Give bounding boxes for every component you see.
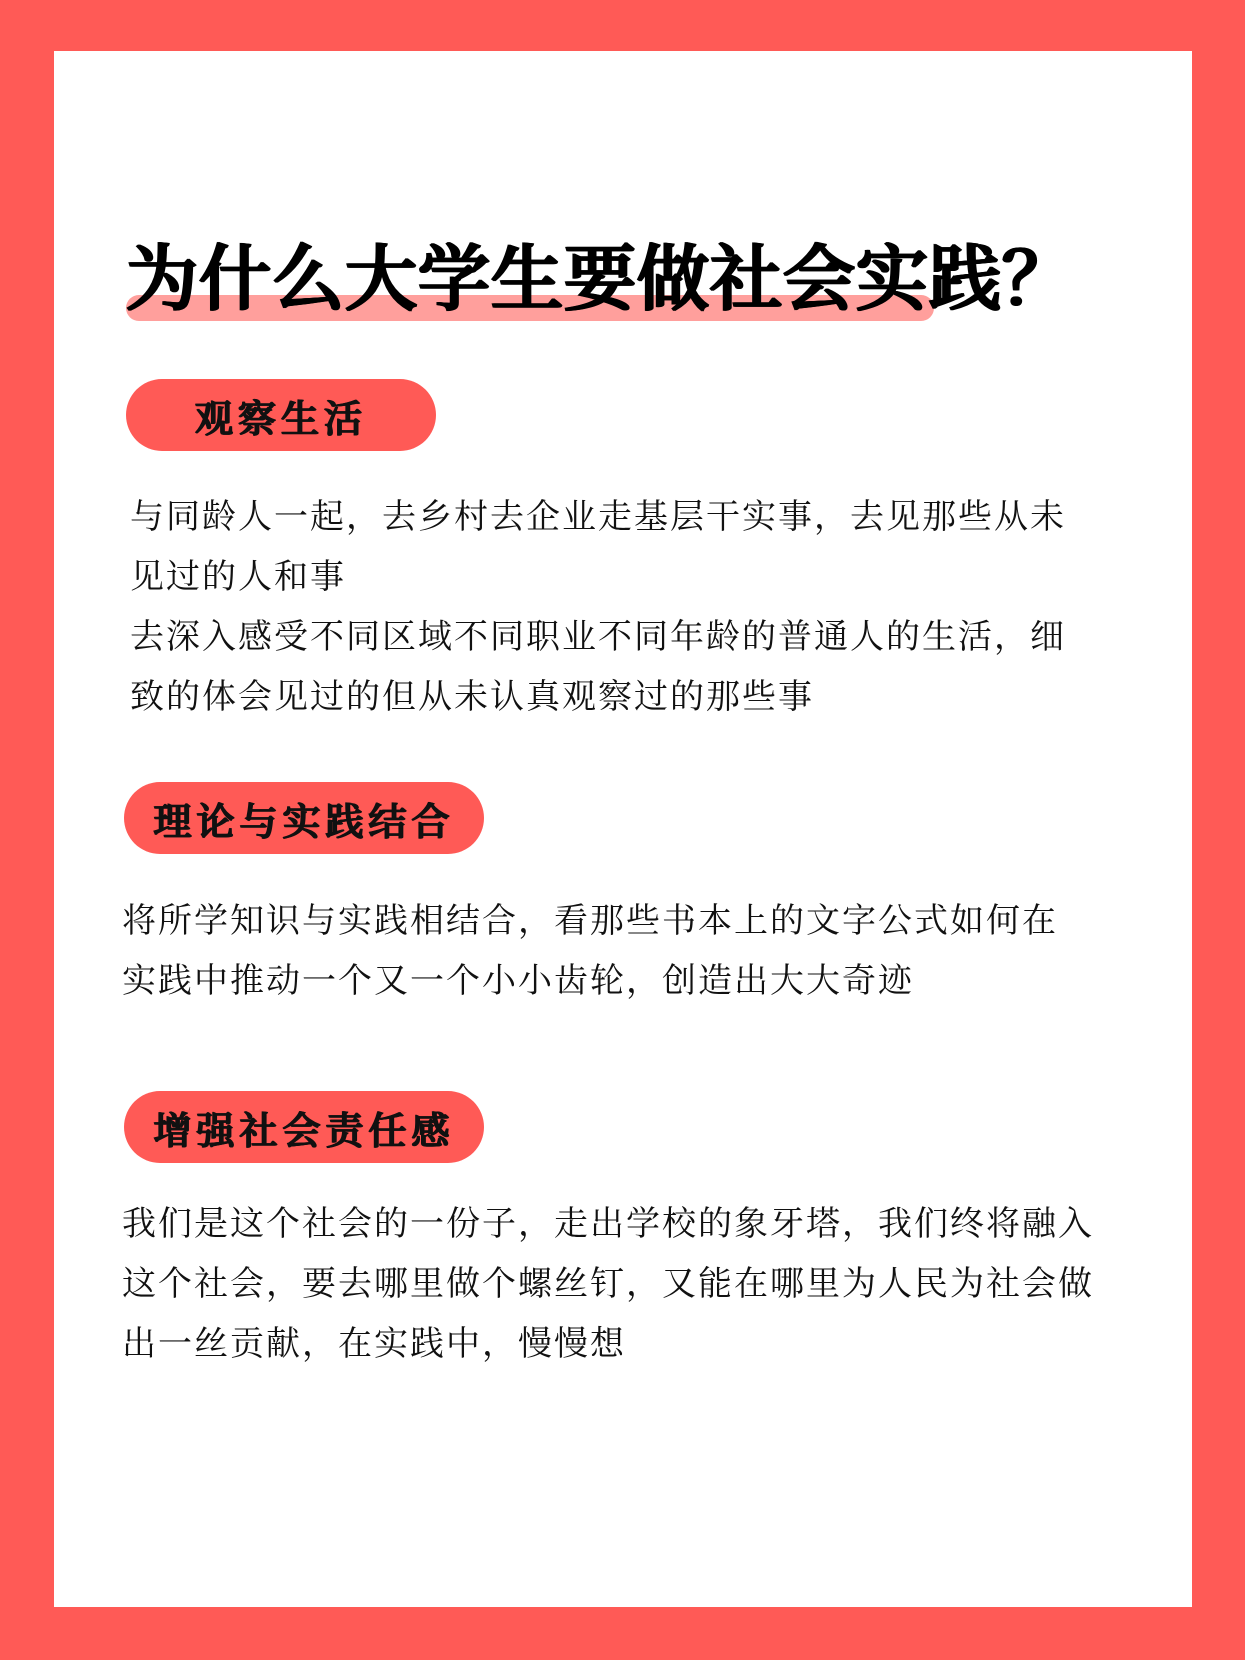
title-block — [126, 197, 1136, 337]
section-body-theory-practice — [122, 891, 1058, 1011]
body-line: 出一丝贡献，在实践中，慢慢想 — [122, 1324, 626, 1364]
section-body-observe-life — [130, 487, 1066, 727]
page-title: 为什么大学生要做社会实践？ — [126, 237, 1076, 321]
section-heading-observe-life — [126, 379, 436, 451]
body-line: 这个社会，要去哪里做个螺丝钉，又能在哪里为人民为社会做 — [122, 1264, 1094, 1304]
body-line: 我们是这个社会的一份子，走出学校的象牙塔，我们终将融入 — [122, 1204, 1094, 1244]
section-heading-theory-practice — [124, 782, 484, 854]
body-line: 实践中推动一个又一个小小齿轮，创造出大大奇迹 — [122, 961, 914, 1001]
section-heading-label: 理论与实践结合 — [153, 799, 455, 844]
section-heading-label: 观察生活 — [194, 396, 367, 441]
section-heading-social-responsibility — [124, 1091, 484, 1163]
body-line: 致的体会见过的但从未认真观察过的那些事 — [130, 677, 814, 717]
body-line: 与同龄人一起，去乡村去企业走基层干实事，去见那些从未 — [130, 497, 1066, 537]
body-line: 去深入感受不同区域不同职业不同年龄的普通人的生活，细 — [130, 617, 1066, 657]
content-card — [54, 51, 1192, 1607]
body-line: 见过的人和事 — [130, 557, 346, 597]
section-body-social-responsibility — [122, 1194, 1094, 1374]
section-heading-label: 增强社会责任感 — [153, 1108, 455, 1153]
body-line: 将所学知识与实践相结合，看那些书本上的文字公式如何在 — [122, 901, 1058, 941]
